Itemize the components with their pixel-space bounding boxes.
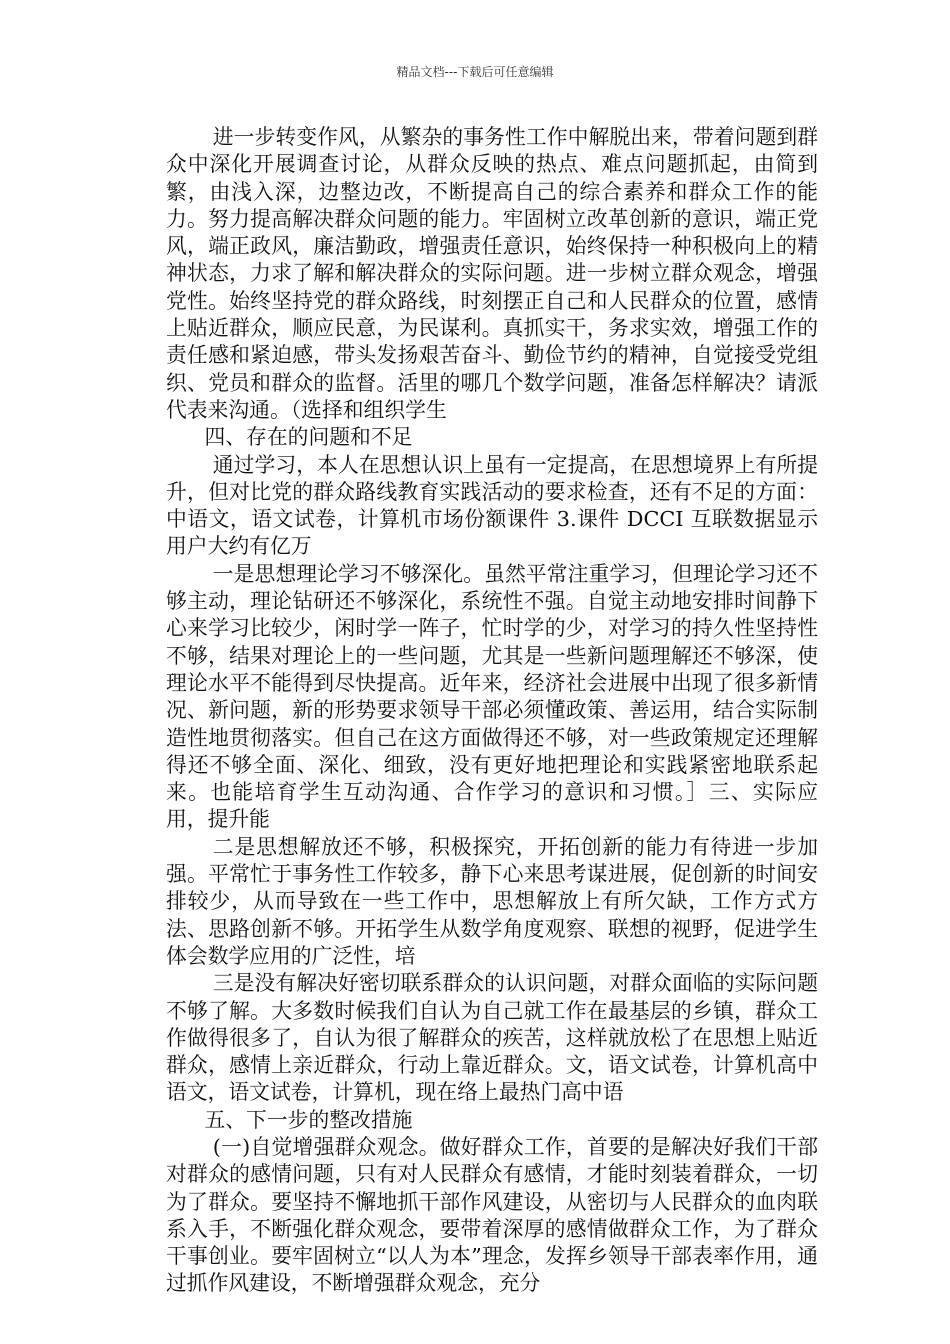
paragraph-theory-study: 一是思想理论学习不够深化。虽然平常注重学习，但理论学习还不够主动，理论钻研还不够深化，系统性不强。自觉主动地安排时间静下心来学习比较少，闲时学一阵子，忙时学的少，对学习的持久性坚持性不够，结果对理论上的一些问题，尤其是一些新问题理解还不够深，使理论水平不能得到尽快提高。近年来，经济社会进展中出现了很多新情况、新问题，新的形势要求领导干部必须懂政策、善运用，结合实际制造性地贯彻落实。但自己在这方面做得还不够，对一些政策规定还理解得还不够全面、深化、细致，没有更好地把理论和实践紧密地联系起来。也能培育学生互动沟通、合作学习的意识和习惯。］三、实际应用，提升能	[166, 561, 818, 832]
document-body	[166, 124, 818, 1298]
paragraph-mass-contact: 三是没有解决好密切联系群众的认识问题，对群众面临的实际问题不够了解。大多数时候我们自认为自己就工作在最基层的乡镇，群众工作做得很多了，自认为很了解群众的疾苦，这样就放松了在思想上贴近群众，感情上亲近群众，行动上靠近群众。文，语文试卷，计算机高中语文，语文试卷，计算机，现在络上最热门高中语	[166, 971, 818, 1105]
page-header: 精品文档---下载后可任意编辑	[396, 65, 554, 79]
section-heading-problems: 四、存在的问题和不足	[204, 425, 413, 450]
paragraph-mass-awareness: (一)自觉增强群众观念。做好群众工作，首要的是解决好我们干部对群众的感情问题，只有对人民群众有感情，才能时刻装着群众，一切为了群众。要坚持不懈地抓干部作风建设，从密切与人民群众的血肉联系入手，不断强化群众观念，要带着深厚的感情做群众工作，为了群众干事创业。要牢固树立“以人为本”理念，发挥乡领导干部表率作用，通过抓作风建设，不断增强群众观念，充分	[166, 1134, 818, 1296]
paragraph-work-style: 进一步转变作风，从繁杂的事务性工作中解脱出来，带着问题到群众中深化开展调查讨论，从群众反映的热点、难点问题抓起，由简到繁，由浅入深，边整边改，不断提高自己的综合素养和群众工作的能力。努力提高解决群众问题的能力。牢固树立改革创新的意识，端正党风，端正政风，廉洁勤政，增强责任意识，始终保持一种积极向上的精神状态，力求了解和解决群众的实际问题。进一步树立群众观念，增强党性。始终坚持党的群众路线，时刻摆正自己和人民群众的位置，感情上贴近群众，顺应民意，为民谋利。真抓实干，务求实效，增强工作的责任感和紧迫感，带头发扬艰苦奋斗、勤俭节约的精神，自觉接受党组织、党员和群众的监督。活里的哪几个数学问题，准备怎样解决？请派代表来沟通。（选择和组织学生	[166, 125, 818, 422]
paragraph-emancipation: 二是思想解放还不够，积极探究，开拓创新的能力有待进一步加强。平常忙于事务性工作较多，静下心来思考谋进展，促创新的时间安排较少，从而导致在一些工作中，思想解放上有所欠缺，工作方式方法、思路创新不够。开拓学生从数学角度观察、联想的视野，促进学生体会数学应用的广泛性，培	[166, 834, 818, 968]
section-heading-rectification: 五、下一步的整改措施	[204, 1107, 413, 1132]
paragraph-study-summary: 通过学习，本人在思想认识上虽有一定提高，在思想境界上有所提升，但对比党的群众路线教育实践活动的要求检查，还有不足的方面：中语文，语文试卷，计算机市场份额课件 3.课件 DCCI 互联数据显示用户大约有亿万	[166, 452, 818, 559]
